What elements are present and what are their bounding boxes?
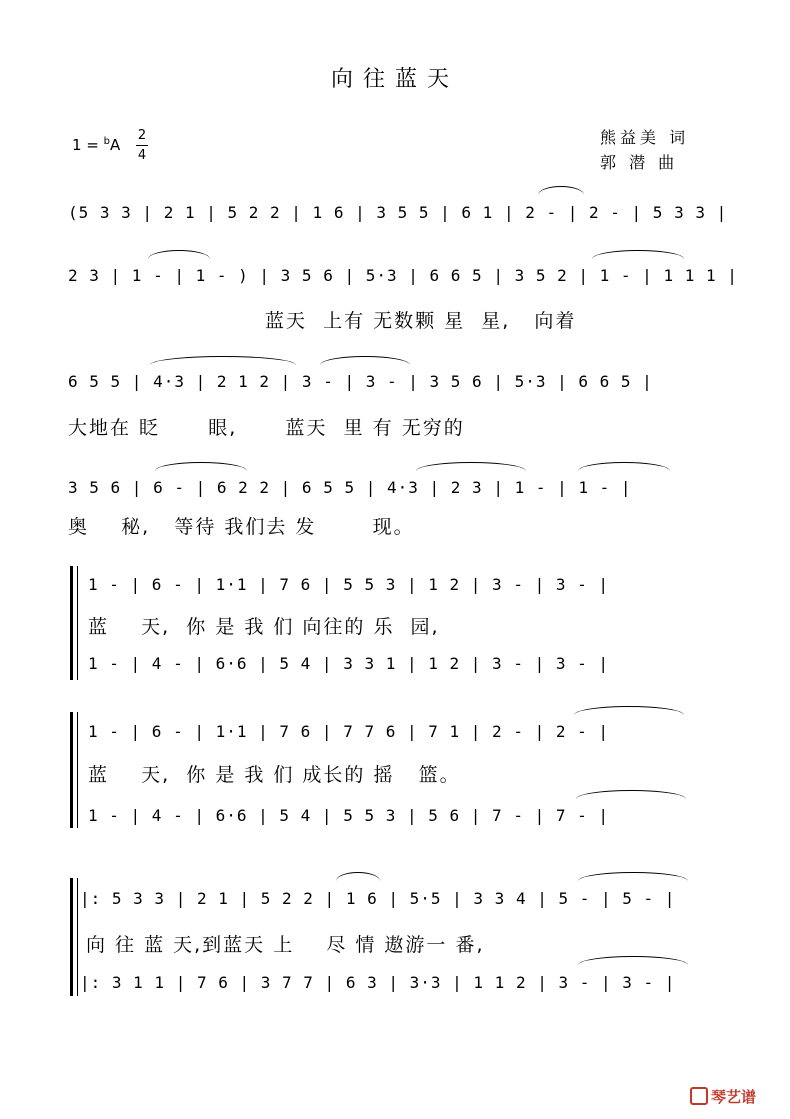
system-brace-3 bbox=[70, 878, 78, 996]
site-logo bbox=[690, 1086, 756, 1107]
score-row-4-lyrics: 奥 秘, 等待 我们去 发 现。 bbox=[68, 516, 415, 538]
slur bbox=[150, 356, 296, 365]
slur bbox=[578, 872, 688, 881]
score-row-8-notes: 1 - | 4 - | 6·6 | 5 4 | 5 5 3 | 5 6 | 7 - | 7 - | bbox=[88, 806, 610, 825]
key-signature bbox=[72, 136, 120, 154]
score-row-2-lyrics: 蓝天 上有 无数颗 星 星, 向着 bbox=[265, 310, 577, 332]
slur bbox=[576, 790, 686, 799]
score-row-1-notes: (5 3 3 | 2 1 | 5 2 2 | 1 6 | 3 5 5 | 6 1 | 2 - | 2 - | 5 3 3 | bbox=[68, 203, 728, 222]
score-row-7-lyrics: 蓝 天, 你 是 我 们 成长的 摇 篮。 bbox=[88, 764, 461, 786]
slur bbox=[336, 872, 380, 881]
system-brace-2 bbox=[70, 712, 78, 828]
slur bbox=[592, 250, 684, 259]
slur bbox=[578, 462, 670, 471]
score-row-3-notes: 6 5 5 | 4·3 | 2 1 2 | 3 - | 3 - | 3 5 6 | 5·3 | 6 6 5 | bbox=[68, 372, 653, 391]
slur bbox=[320, 356, 410, 365]
slur bbox=[574, 706, 684, 715]
score-row-3-lyrics: 大地在 眨 眼, 蓝天 里 有 无穷的 bbox=[68, 417, 465, 439]
score-row-6-notes: 1 - | 4 - | 6·6 | 5 4 | 3 3 1 | 1 2 | 3 - | 3 - | bbox=[88, 654, 610, 673]
composer-credit: 郭 潜 曲 bbox=[600, 153, 679, 172]
time-signature bbox=[136, 127, 148, 164]
key-prefix: 1 = bbox=[72, 136, 104, 154]
slur bbox=[148, 250, 210, 259]
score-row-5-lyrics: 蓝 天, 你 是 我 们 向往的 乐 园, bbox=[88, 616, 440, 638]
slur bbox=[538, 186, 584, 195]
time-top: 2 bbox=[137, 128, 147, 143]
flat-sign: b bbox=[103, 136, 111, 147]
score-row-5-notes: 1 - | 6 - | 1·1 | 7 6 | 5 5 3 | 1 2 | 3 - | 3 - | bbox=[88, 575, 610, 594]
time-bottom: 4 bbox=[137, 148, 147, 163]
system-brace-1 bbox=[70, 566, 78, 680]
logo-text: 琴艺谱 bbox=[711, 1088, 757, 1106]
song-title: 向往蓝天 bbox=[330, 67, 459, 92]
score-row-9-lyrics: 向 往 蓝 天,到蓝天 上 尽 情 遨游一 番, bbox=[86, 934, 485, 956]
score-row-2-notes: 2 3 | 1 - | 1 - ) | 3 5 6 | 5·3 | 6 6 5 | 3 5 2 | 1 - | 1 1 1 | bbox=[68, 266, 738, 285]
score-row-10-notes: |: 3 1 1 | 7 6 | 3 7 7 | 6 3 | 3·3 | 1 1 2 | 3 - | 3 - | bbox=[80, 973, 676, 992]
key-note: A bbox=[110, 136, 121, 154]
score-row-4-notes: 3 5 6 | 6 - | 6 2 2 | 6 5 5 | 4·3 | 2 3 | 1 - | 1 - | bbox=[68, 478, 632, 497]
slur bbox=[155, 462, 247, 471]
score-row-7-notes: 1 - | 6 - | 1·1 | 7 6 | 7 7 6 | 7 1 | 2 - | 2 - | bbox=[88, 722, 610, 741]
logo-icon bbox=[690, 1087, 708, 1105]
slur bbox=[578, 956, 688, 965]
lyricist-credit: 熊益美 词 bbox=[600, 128, 690, 147]
slur bbox=[416, 462, 526, 471]
score-row-9-notes: |: 5 3 3 | 2 1 | 5 2 2 | 1 6 | 5·5 | 3 3 4 | 5 - | 5 - | bbox=[80, 889, 676, 908]
